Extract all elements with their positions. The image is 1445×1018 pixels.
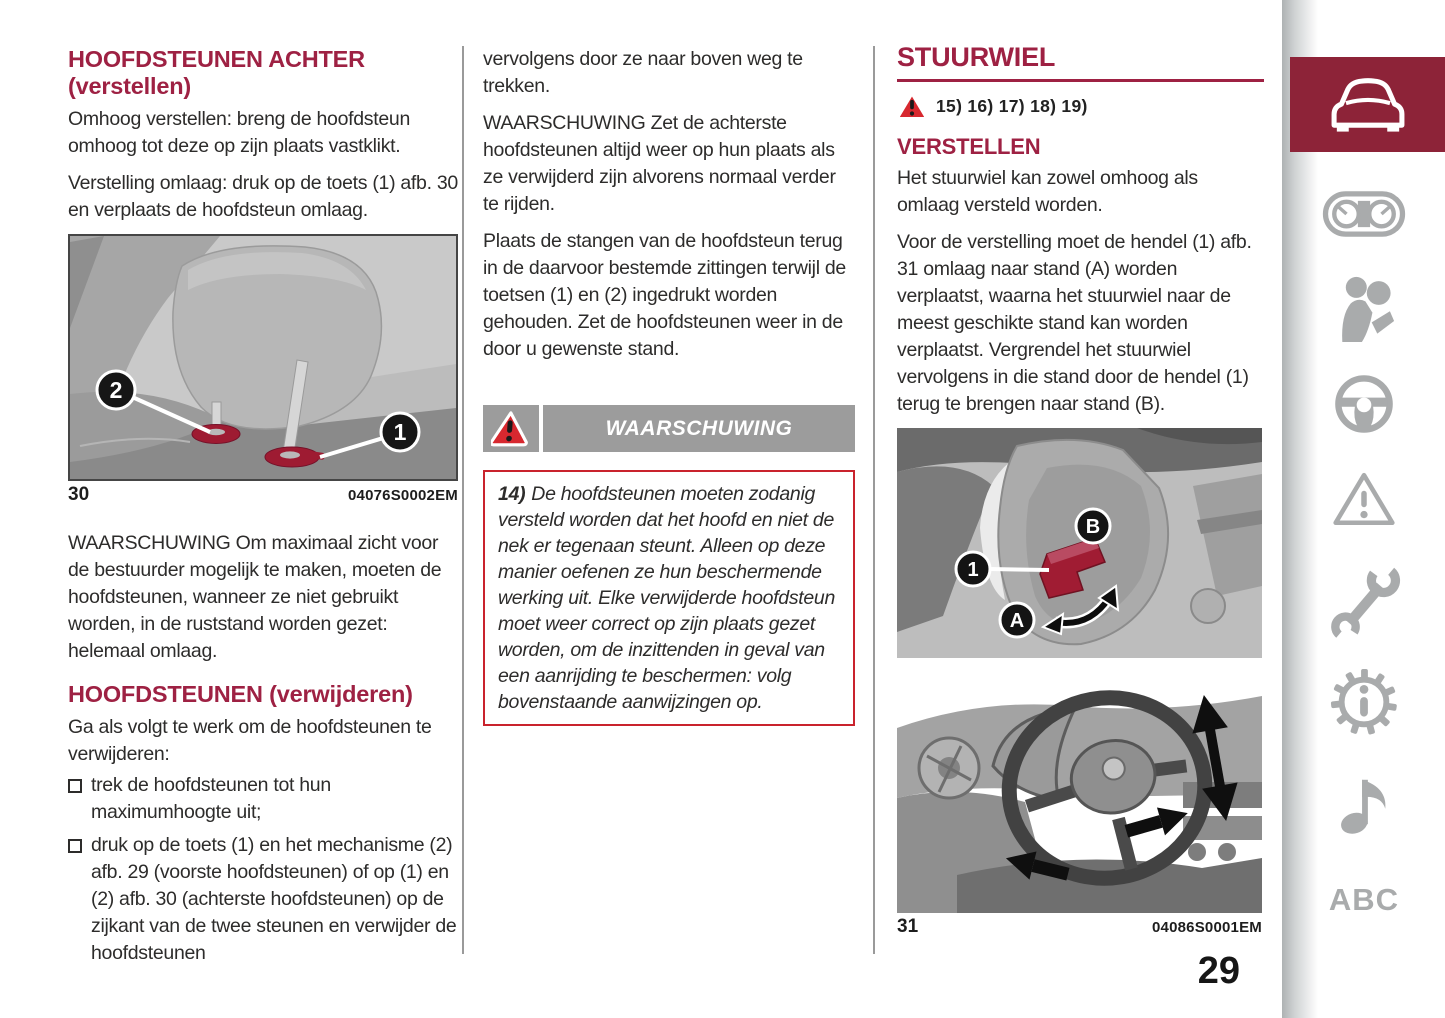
callout-A-label: A	[1009, 610, 1025, 632]
warning-banner-label: WAARSCHUWING	[605, 416, 793, 440]
sidebar-item-index-abc: ABC	[1328, 882, 1400, 917]
heading-line1: HOOFDSTEUNEN ACHTER	[68, 46, 365, 72]
sidebar-item-multimedia	[1316, 768, 1412, 836]
middle-column	[483, 46, 855, 726]
headrest-illustration	[70, 236, 456, 479]
steering-column-lever-illustration	[897, 428, 1262, 658]
left-column	[68, 46, 462, 973]
square-bullet-icon	[68, 779, 82, 793]
figure-number: 30	[68, 484, 90, 505]
right-column	[897, 42, 1264, 938]
info-gear-icon	[1330, 668, 1398, 736]
figure-30-caption	[68, 484, 458, 506]
paragraph: vervolgens door ze naar boven weg te trekken.	[483, 48, 803, 97]
page-edge-shadow	[1282, 0, 1318, 1018]
sidebar-item-dashboard	[1316, 186, 1412, 242]
list-item	[68, 772, 462, 826]
list-item	[68, 832, 462, 967]
warning-triangle-icon	[491, 410, 531, 447]
steering-wheel-illustration	[897, 670, 1262, 913]
heading-stuurwiel: STUURWIEL	[897, 42, 1264, 82]
heading-line2: (verstellen)	[68, 73, 191, 99]
figure-31-caption	[897, 916, 1262, 938]
paragraph: Omhoog verstellen: breng de hoofdsteun omhoog tot deze op zijn plaats vastklikt.	[68, 108, 410, 157]
paragraph-warning: WAARSCHUWING Om maximaal zicht voor de bestuurder mogelijk te maken, moeten de hoofdsteunen, wanneer ze niet gebruikt worden, in de ruststand worden gezet: helemaal omlaag.	[68, 532, 442, 662]
sidebar-item-maintenance	[1316, 560, 1412, 638]
warning-reference-numbers: 15) 16) 17) 18) 19)	[936, 95, 1088, 116]
heading-hoofdsteunen-achter	[68, 46, 462, 100]
callout-B-label: B	[1085, 516, 1101, 538]
figure-31-lever-image	[897, 428, 1262, 658]
wrench-icon	[1327, 560, 1401, 638]
paragraph: Plaats de stangen van de hoofdsteun terug in de daarvoor bestemde zittingen terwijl de toetsen (1) en (2) ingedrukt worden gehouden. Zet de hoofdsteunen weer in de door u gewenste stand.	[483, 230, 846, 360]
callout-1-label: 1	[967, 559, 979, 581]
figure-31-wheel-image	[897, 670, 1262, 913]
warning-banner-icon-cell	[483, 405, 539, 452]
callout-2-label: 2	[109, 377, 123, 403]
airbag-person-icon	[1328, 272, 1400, 342]
square-bullet-icon	[68, 839, 82, 853]
page-number: 29	[1197, 950, 1240, 992]
list-item-text: druk op de toets (1) en het mechanisme (2) afb. 29 (voorste hoofdsteunen) of op (1) en (2) afb. 30 (achterste hoofdsteunen) op de zijkant van de twee steunen en verwijder de hoofdsteunen	[91, 834, 457, 964]
warning-banner-label-cell	[543, 405, 855, 452]
paragraph: Ga als volgt te werk om de hoofdsteunen te verwijderen:	[68, 716, 432, 765]
callout-1-label: 1	[393, 419, 407, 445]
music-note-icon	[1335, 768, 1393, 836]
subheading-verstellen: VERSTELLEN	[897, 134, 1041, 159]
paragraph: Verstelling omlaag: druk op de toets (1) afb. 30 en verplaats de hoofdsteun omlaag.	[68, 172, 458, 221]
figure-30-image	[68, 234, 458, 481]
paragraph-warning: WAARSCHUWING Zet de achterste hoofdsteunen altijd weer op hun plaats als ze verwijderd zijn alvorens normaal verder te rijden.	[483, 112, 836, 215]
figure-number: 31	[897, 916, 919, 937]
car-icon	[1322, 72, 1414, 138]
dashboard-gauges-icon	[1319, 186, 1409, 242]
paragraph: Voor de verstelling moet de hendel (1) afb. 31 omlaag naar stand (A) worden verplaatst, waarna het stuurwiel naar de meest geschikte stand kan worden verplaatst. Vergrendel het stuurwiel vervolgens in die stand door de hendel (1) terug te brengen naar stand (B).	[897, 231, 1252, 415]
sidebar-item-warnings	[1316, 470, 1412, 528]
warning-references	[897, 92, 1264, 120]
steering-wheel-icon	[1332, 372, 1396, 436]
warning-triangle-icon	[897, 92, 927, 120]
sidebar-item-safety	[1316, 272, 1412, 342]
figure-code: 04086S0001EM	[1152, 919, 1262, 936]
warning-note-text: De hoofdsteunen moeten zodanig versteld worden dat het hoofd en niet de nek er tegenaan steunt. Alleen op deze manier oefenen ze hun beschermende werking uit. Elke verwijderde hoofdsteun moet weer correct op zijn plaats gezet worden, om de inzittenden in geval van een aanrijding te beschermen: volg bovenstaande aanwijzingen op.	[498, 483, 836, 713]
sidebar-item-steering	[1316, 372, 1412, 436]
warning-banner	[483, 405, 855, 452]
speaker-grille	[1191, 589, 1225, 623]
paragraph: Het stuurwiel kan zowel omhoog als omlaag versteld worden.	[897, 167, 1198, 216]
sidebar-item-technical-info	[1316, 668, 1412, 736]
warning-note-box	[483, 470, 855, 726]
column-divider-left	[462, 46, 464, 954]
sidebar-tab-car-active	[1290, 57, 1445, 152]
figure-code: 04076S0002EM	[348, 487, 458, 504]
heading-hoofdsteunen-verwijderen: HOOFDSTEUNEN (verwijderen)	[68, 681, 413, 707]
warning-note-ref: 14)	[498, 483, 526, 505]
column-divider-right	[873, 46, 875, 954]
list-item-text: trek de hoofdsteunen tot hun maximumhoogte uit;	[91, 774, 331, 823]
warning-triangle-outline-icon	[1332, 470, 1396, 528]
